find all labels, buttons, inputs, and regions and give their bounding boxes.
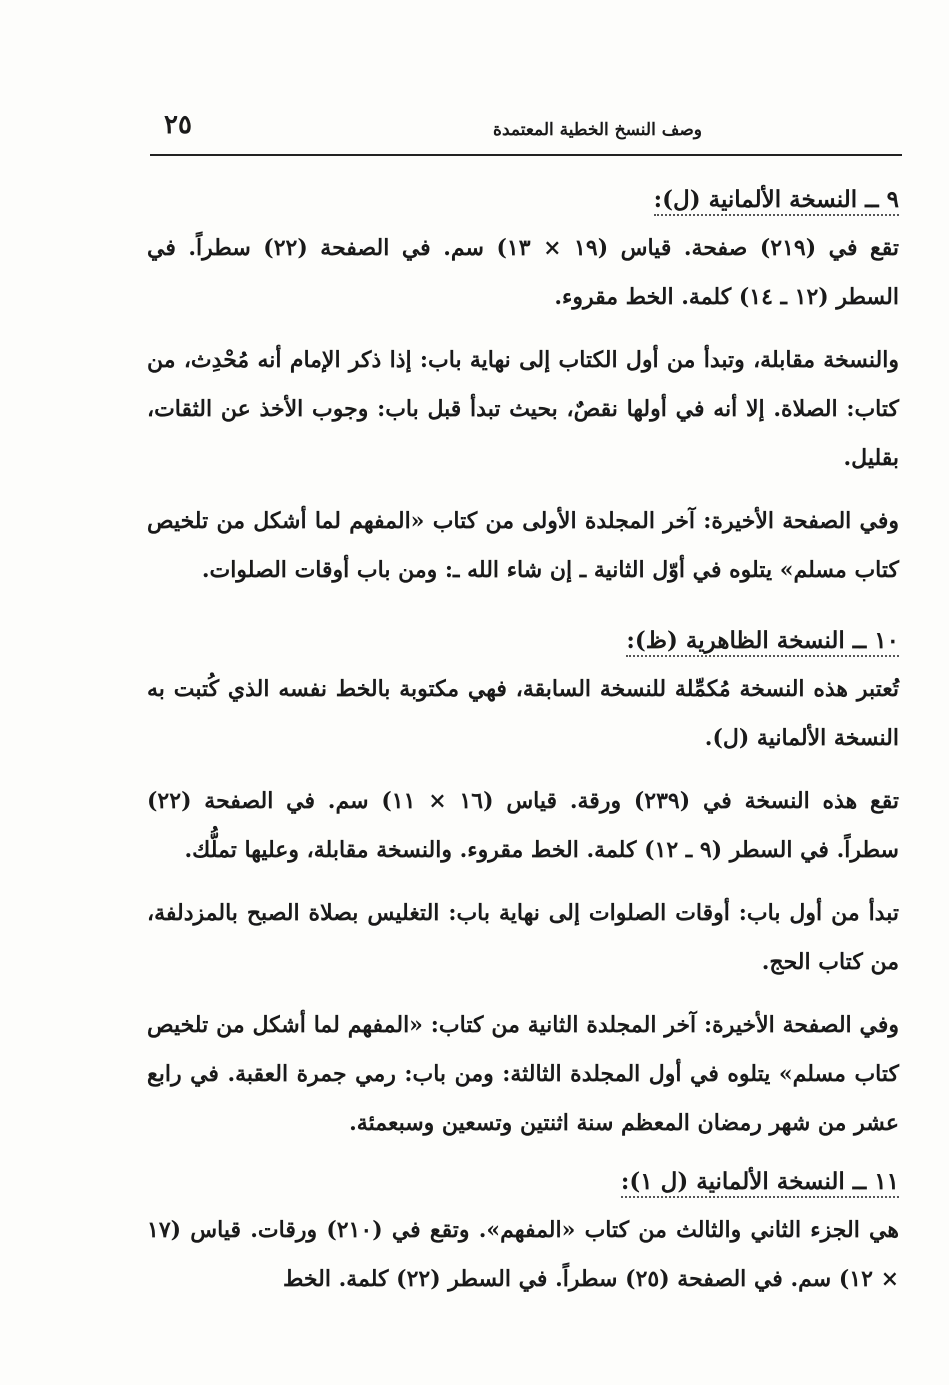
section-heading (147, 1162, 899, 1202)
paragraph: تُعتبر هذه النسخة مُكمِّلة للنسخة السابقة، فهي مكتوبة بالخط نفسه الذي كُتبت به النسخة الألمانية (ل). (147, 676, 899, 751)
section-heading-text: ١٠ ــ النسخة الظاهرية (ظ): (626, 627, 899, 657)
page-body (147, 180, 899, 1318)
section-heading-text: ١١ ــ النسخة الألمانية (ل ١): (621, 1168, 899, 1198)
paragraph: هي الجزء الثاني والثالث من كتاب «المفهم». وتقع في (٢١٠) ورقات. قياس (١٧ × ١٢) سم. في الصفحة (٢٥) سطراً. في السطر (٢٢) كلمة. الخط (147, 1217, 899, 1292)
paragraph: وفي الصفحة الأخيرة: آخر المجلدة الأولى من كتاب «المفهم لما أشكل من تلخيص كتاب مسلم» يتلوه في أوّل الثانية ـ إن شاء الله ـ: ومن باب أوقات الصلوات. (147, 508, 899, 583)
running-title: وصف النسخ الخطية المعتمدة (493, 120, 702, 140)
paragraph: تقع هذه النسخة في (٢٣٩) ورقة. قياس (١٦ × ١١) سم. في الصفحة (٢٢) سطراً. في السطر (٩ ـ ١٢) كلمة. الخط مقروء. والنسخة مقابلة، وعليها تملُّك. (147, 788, 899, 863)
paragraph: تبدأ من أول باب: أوقات الصلوات إلى نهاية باب: التغليس بصلاة الصبح بالمزدلفة، من كتاب الحج. (147, 900, 899, 975)
page-number: ٢٥ (164, 110, 192, 140)
paragraph: وفي الصفحة الأخيرة: آخر المجلدة الثانية من كتاب: «المفهم لما أشكل من تلخيص كتاب مسلم» يتلوه في أول المجلدة الثالثة: ومن باب: رمي جمرة العقبة. في رابع عشر من شهر رمضان المعظم سنة اثنتين وتسعين وسبعمئة. (147, 1012, 899, 1136)
page-header (150, 108, 902, 156)
paragraph: والنسخة مقابلة، وتبدأ من أول الكتاب إلى نهاية باب: إذا ذكر الإمام أنه مُحْدِث، من كتاب: الصلاة. إلا أنه في أولها نقصٌ، بحيث تبدأ قبل باب: وجوب الأخذ عن الثقات، بقليل. (147, 347, 899, 471)
paragraph: تقع في (٢١٩) صفحة. قياس (١٩ × ١٣) سم. في الصفحة (٢٢) سطراً. في السطر (١٢ ـ ١٤) كلمة. الخط مقروء. (147, 235, 899, 310)
section-heading-text: ٩ ــ النسخة الألمانية (ل): (654, 186, 899, 216)
section-heading (147, 180, 899, 220)
section-heading (147, 621, 899, 661)
